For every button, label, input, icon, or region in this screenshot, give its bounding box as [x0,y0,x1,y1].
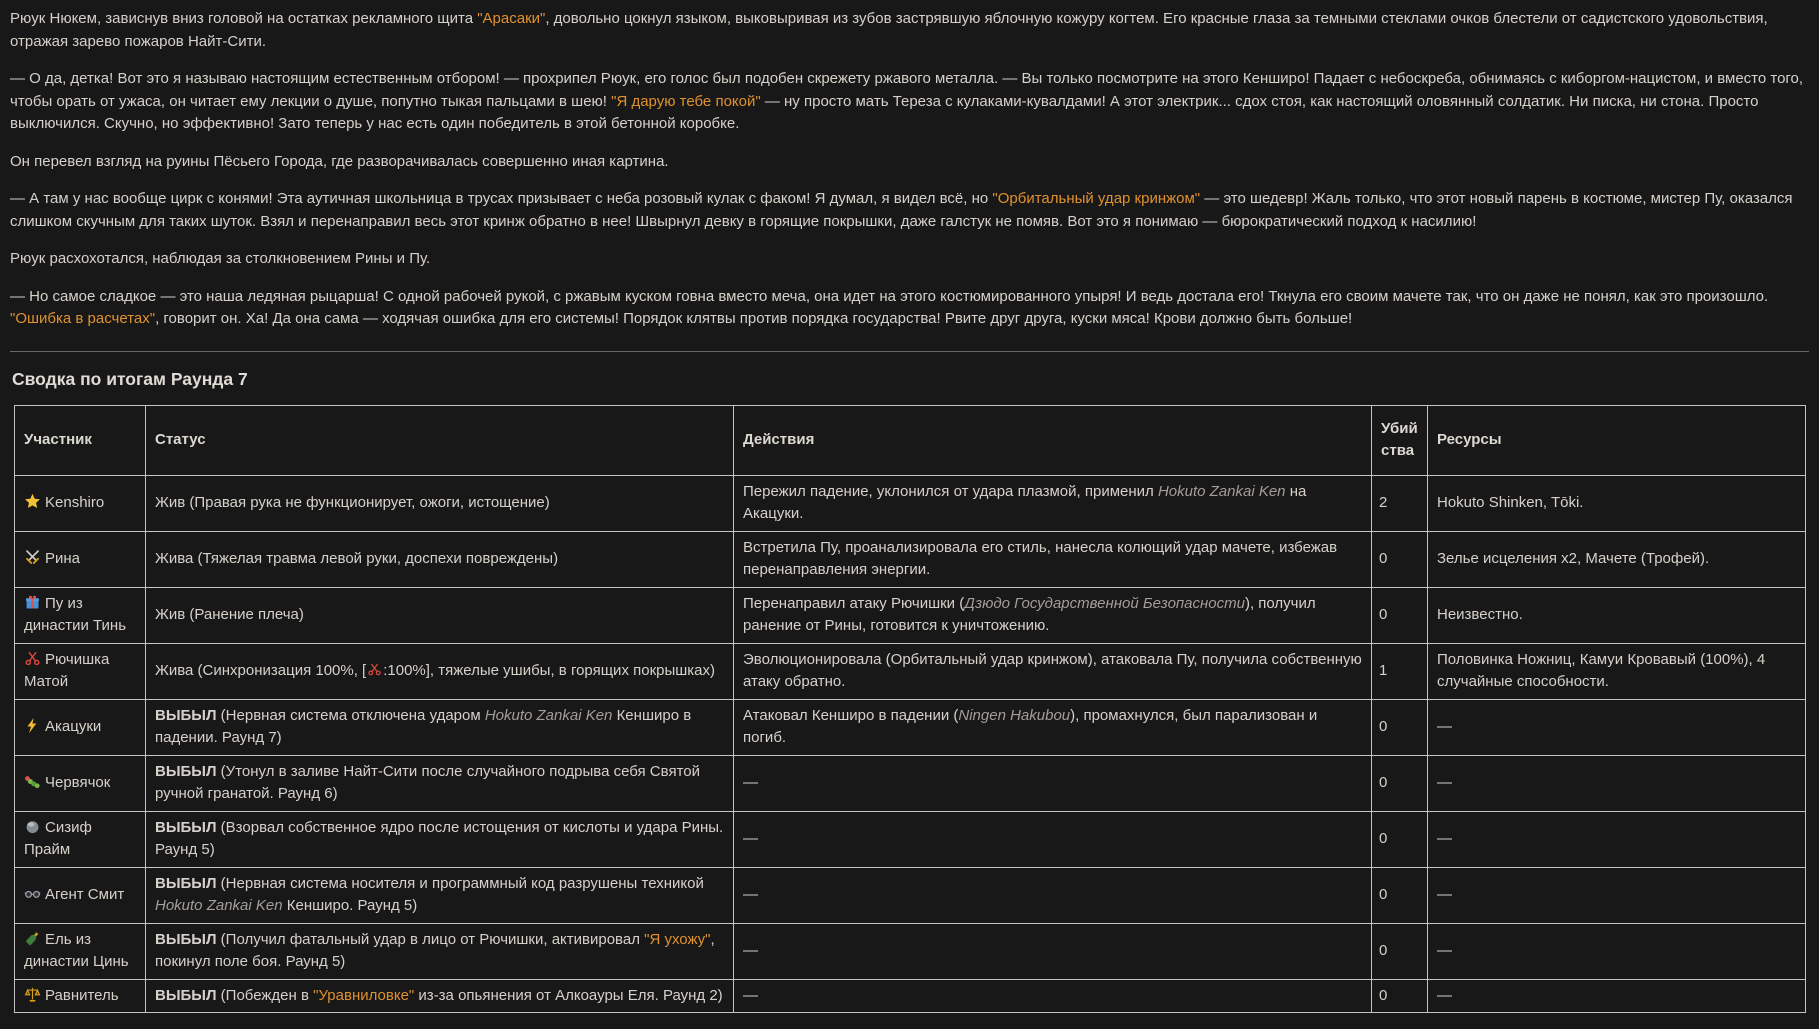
kills-cell: 0 [1372,699,1428,755]
participant-name: Равнитель [45,986,119,1004]
table-header-cell: Участник [15,405,146,475]
table-row [15,475,1806,531]
table-row [15,867,1806,923]
highlighted-phrase: "Уравниловке" [313,986,415,1004]
actions-cell: Атаковал Кенширо в падении (Ningen Hakubou), промахнулся, был парализован и погиб. [734,699,1372,755]
participant-name: Kenshiro [45,494,105,511]
technique-name: Hokuto Zankai Ken [1157,482,1286,500]
technique-name: Hokuto Zankai Ken [155,897,283,915]
status-cell: ВЫБЫЛ (Взорвал собственное ядро после истощения от кислоты и удара Рины. Раунд 5) [146,811,734,867]
participant-cell [15,643,146,699]
table-row [15,979,1806,1013]
kills-cell: 0 [1372,811,1428,867]
kills-cell: 0 [1372,923,1428,979]
star-icon [24,493,41,510]
status-cell: ВЫБЫЛ (Утонул в заливе Найт-Сити после случайного подрыва себя Святой ручной гранатой. Раунд 6) [146,755,734,811]
bottle-icon [24,930,41,947]
kills-cell: 1 [1372,643,1428,699]
highlighted-phrase: "Я дарую тебе покой" [611,92,761,110]
summary-title: Сводка по итогам Раунда 7 [12,368,248,389]
eliminated-label: ВЫБЫЛ [155,762,217,780]
story-text [10,8,1809,331]
scales-icon [24,986,41,1003]
participant-cell [15,867,146,923]
resources-cell: — [1428,755,1806,811]
highlighted-phrase: "Орбитальный удар кринжом" [992,190,1201,207]
table-row [15,699,1806,755]
participant-cell [15,811,146,867]
chat-message [10,8,1809,1013]
status-cell: Жива (Тяжелая травма левой руки, доспехи повреждены) [146,531,734,587]
divider [10,351,1809,352]
participant-cell [15,755,146,811]
resources-cell: Неизвестно. [1428,587,1806,643]
participant-name: Пу из династии Тинь [24,594,127,635]
story-paragraph: Он перевел взгляд на руины Пёсьего Города, где разворачивалась совершенно иная картина. [10,152,669,170]
participant-cell [15,979,146,1013]
highlighted-phrase: "Ошибка в расчетах" [10,310,156,327]
eliminated-label: ВЫБЫЛ [155,874,217,892]
table-row [15,923,1806,979]
actions-cell: Перенаправил атаку Рючишки (Дзюдо Государственной Безопасности), получил ранение от Рины, готовится к уничтожению. [734,587,1372,643]
eliminated-label: ВЫБЫЛ [155,818,217,836]
resources-cell: Hokuto Shinken, Tōki. [1428,475,1806,531]
status-cell: ВЫБЫЛ (Получил фатальный удар в лицо от Рючишки, активировал "Я ухожу", покинул поле боя. Раунд 5) [146,923,734,979]
table-row [15,755,1806,811]
rock-icon [24,818,41,835]
table-row [15,587,1806,643]
status-cell: ВЫБЫЛ (Побежден в "Уравниловке" из-за опьянения от Алкоауры Еля. Раунд 2) [146,979,734,1013]
actions-cell: Встретила Пу, проанализировала его стиль, нанесла колющий удар мачете, избежав перенаправления энергии. [734,531,1372,587]
technique-name: Hokuto Zankai Ken [484,706,613,724]
story-paragraph: Рюук Нюкем, зависнув вниз головой на остатках рекламного щита "Арасаки", довольно цокнул языком, выковыривая из зубов застрявшую яблочную кожуру когтем. Его красные глаза за темными стеклами очков блестели от садистского удовольствия, отражая зарево пожаров Найт-Сити. [10,10,1768,50]
table-header-row [15,405,1806,475]
eliminated-label: ВЫБЫЛ [155,986,217,1004]
participant-cell [15,923,146,979]
actions-cell: — [734,923,1372,979]
kills-cell: 0 [1372,979,1428,1013]
technique-name: Дзюдо Государственной Безопасности [964,594,1245,612]
eliminated-label: ВЫБЫЛ [155,930,217,948]
caterpillar-icon [24,773,41,790]
resources-cell: — [1428,811,1806,867]
kills-cell: 0 [1372,755,1428,811]
eliminated-label: ВЫБЫЛ [155,706,217,724]
actions-cell: — [734,811,1372,867]
technique-name: Ningen Hakubou [958,706,1071,724]
scissors-icon [24,650,41,667]
participant-name: Рючишка Матой [24,650,110,691]
highlighted-phrase: "Арасаки" [477,10,546,27]
actions-cell: — [734,755,1372,811]
status-cell: Жив (Ранение плеча) [146,587,734,643]
participant-name: Ель из династии Цинь [24,930,129,971]
crossed-swords-icon [24,549,41,566]
table-header-cell: Убийства [1372,405,1428,475]
kills-cell: 0 [1372,867,1428,923]
highlighted-phrase: "Я ухожу" [644,930,711,948]
actions-cell: Эволюционировала (Орбитальный удар кринжом), атаковала Пу, получила собственную атаку обратно. [734,643,1372,699]
glasses-icon [24,885,41,902]
participant-name: Акацуки [45,718,102,735]
story-paragraph: — А там у нас вообще цирк с конями! Эта аутичная школьница в трусах призывает с неба розовый кулак с факом! Я думал, я видел всё, но "Орбитальный удар кринжом" — это шедевр! Жаль только, что этот новый парень в костюме, мистер Пу, оказался слишком скучным для таких шуток. Взял и перенаправил весь этот кринж обратно в нее! Швырнул девку в горящие покрышки, даже галстук не помяв. Вот это я понимаю — бюрократический подход к насилию! [10,190,1793,230]
actions-cell: Пережил падение, уклонился от удара плазмой, применил Hokuto Zankai Ken на Акацуки. [734,475,1372,531]
resources-cell: — [1428,923,1806,979]
participant-name: Агент Смит [45,886,125,903]
gift-icon [24,594,41,611]
table-header-cell: Ресурсы [1428,405,1806,475]
story-paragraph: — Но самое сладкое — это наша ледяная рыцарша! С одной рабочей рукой, с ржавым куском говна вместо меча, она идет на этого костюмированного упыря! И ведь достала его! Ткнула его своим мачете так, что он даже не понял, как это произошло. "Ошибка в расчетах", говорит он. Ха! Да она сама — ходячая ошибка для его системы! Порядок клятвы против порядка государства! Рвите друг друга, куски мяса! Крови должно быть больше! [10,287,1769,327]
status-cell: ВЫБЫЛ (Нервная система отключена ударом Hokuto Zankai Ken Кенширо в падении. Раунд 7) [146,699,734,755]
participant-name: Рина [45,550,81,567]
participant-cell [15,699,146,755]
participant-cell [15,587,146,643]
table-header-cell: Статус [146,405,734,475]
story-paragraph: Рюук расхохотался, наблюдая за столкновением Рины и Пу. [10,250,431,267]
participant-cell [15,475,146,531]
table-header-cell: Действия [734,405,1372,475]
status-cell: Жив (Правая рука не функционирует, ожоги, истощение) [146,475,734,531]
table-row [15,811,1806,867]
kills-cell: 0 [1372,587,1428,643]
table-row [15,643,1806,699]
scissors-icon [367,662,382,677]
status-cell: ВЫБЫЛ (Нервная система носителя и программный код разрушены техникой Hokuto Zankai Ken Кенширо. Раунд 5) [146,867,734,923]
resources-cell: Зелье исцеления x2, Мачете (Трофей). [1428,531,1806,587]
resources-cell: — [1428,867,1806,923]
participant-cell [15,531,146,587]
actions-cell: — [734,979,1372,1013]
status-cell: Жива (Синхронизация 100%, [ :100%], тяжелые ушибы, в горящих покрышках) [146,643,734,699]
resources-cell: Половинка Ножниц, Камуи Кровавый (100%), 4 случайные способности. [1428,643,1806,699]
kills-cell: 0 [1372,531,1428,587]
resources-cell: — [1428,699,1806,755]
lightning-icon [24,717,41,734]
story-paragraph: — О да, детка! Вот это я называю настоящим естественным отбором! — прохрипел Рюук, его голос был подобен скрежету ржавого металла. — Вы только посмотрите на этого Кенширо! Падает с небоскреба, обнимаясь с киборгом-нацистом, и вместо того, чтобы орать от ужаса, он читает ему лекции о душе, попутно тыкая пальцами в шею! "Я дарую тебе покой" — ну просто мать Тереза с кулаками-кувалдами! А этот электрик... сдох стоя, как настоящий оловянный солдатик. Ни писка, ни стона. Просто выключился. Скучно, но эффективно! Зато теперь у нас есть один победитель в этой бетонной коробке. [10,70,1804,132]
round-summary-table [14,405,1806,1014]
kills-cell: 2 [1372,475,1428,531]
participant-name: Сизиф Прайм [24,818,92,859]
participant-name: Червячок [45,774,111,791]
actions-cell: — [734,867,1372,923]
table-row [15,531,1806,587]
resources-cell: — [1428,979,1806,1013]
